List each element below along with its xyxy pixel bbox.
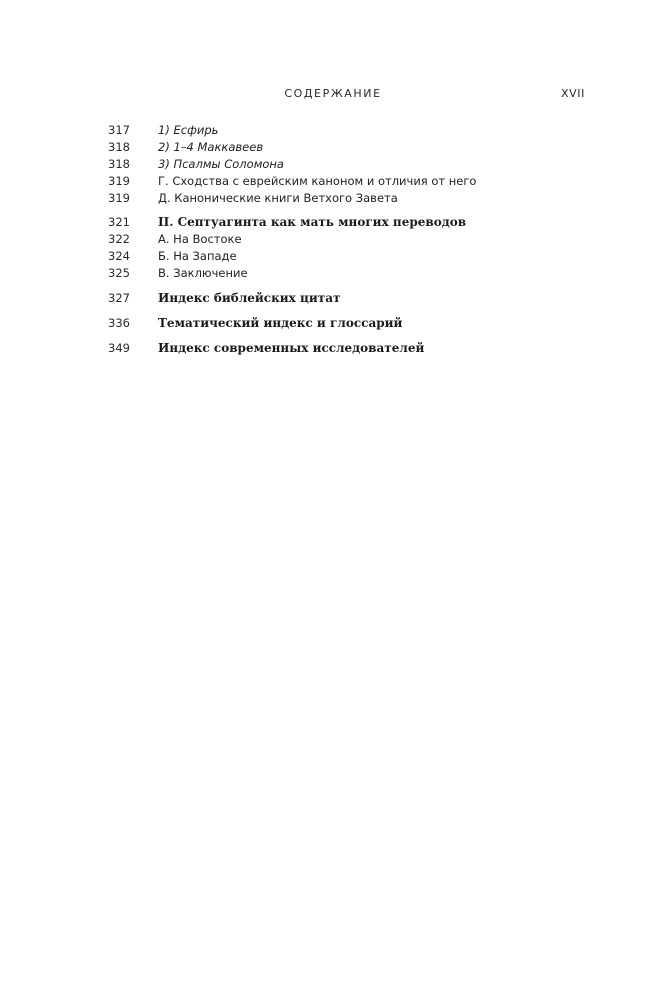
toc-entry-maccabees[interactable] <box>108 139 588 156</box>
toc-entry-title: Индекс библейских цитат <box>158 291 341 305</box>
toc-entry-psalms-of-solomon[interactable] <box>108 156 588 173</box>
toc-page-number: 318 <box>108 157 130 171</box>
toc-entry-title: Д. Канонические книги Ветхого Завета <box>158 191 398 205</box>
toc-page-number: 324 <box>108 249 130 263</box>
toc-entry-title: 2) 1–4 Маккавеев <box>158 140 264 154</box>
toc-entry-esther[interactable] <box>108 122 588 139</box>
toc-entry-title: 1) Есфирь <box>158 123 219 137</box>
toc-entry-east[interactable] <box>108 231 588 248</box>
toc-page-number: 319 <box>108 191 130 205</box>
toc-page-number: 317 <box>108 123 130 137</box>
toc-entry-title: 3) Псалмы Соломона <box>158 157 284 171</box>
toc-page-number: 336 <box>108 316 130 330</box>
page-number: XVII <box>561 87 585 100</box>
table-of-contents <box>108 122 588 357</box>
toc-page-number: 322 <box>108 232 130 246</box>
toc-page-number: 327 <box>108 291 130 305</box>
toc-entry-scholars-index[interactable] <box>108 340 588 357</box>
toc-entry-canonical-books[interactable] <box>108 190 588 207</box>
toc-entry-jewish-canon[interactable] <box>108 173 588 190</box>
toc-page-number: 325 <box>108 266 130 280</box>
toc-entry-title: Тематический индекс и глоссарий <box>158 316 403 330</box>
running-head <box>0 87 666 107</box>
toc-entry-title: В. Заключение <box>158 266 248 280</box>
toc-entry-title: Г. Сходства с еврейским каноном и отличия от него <box>158 174 477 188</box>
toc-entry-bible-index[interactable] <box>108 290 588 307</box>
toc-entry-septuagint-mother[interactable] <box>108 214 588 231</box>
toc-entry-thematic-index[interactable] <box>108 315 588 332</box>
toc-entry-west[interactable] <box>108 248 588 265</box>
toc-entry-title: Индекс современных исследователей <box>158 341 425 355</box>
section-title: СОДЕРЖАНИЕ <box>284 87 382 100</box>
toc-page-number: 321 <box>108 215 130 229</box>
toc-entry-title: II. Септуагинта как мать многих переводов <box>158 215 467 229</box>
toc-entry-title: А. На Востоке <box>158 232 242 246</box>
toc-entry-title: Б. На Западе <box>158 249 237 263</box>
toc-page-number: 319 <box>108 174 130 188</box>
toc-page-number: 349 <box>108 341 130 355</box>
toc-page-number: 318 <box>108 140 130 154</box>
toc-entry-conclusion[interactable] <box>108 265 588 282</box>
